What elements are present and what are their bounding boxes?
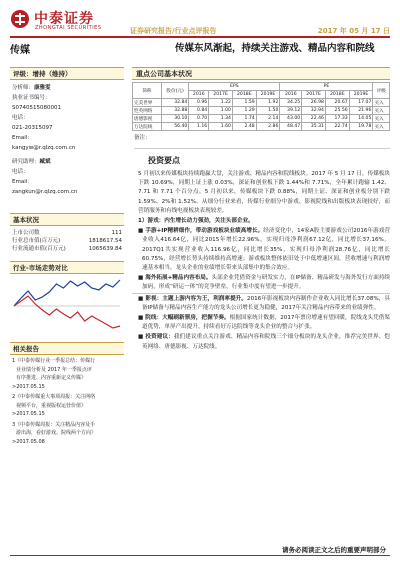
paragraph: ■ 院线：大幅刷新票房，把握节奏。根据国家统计数据，2017年票房增速有望回暖，院线龙头凭借渠道优势，单屏产出提升，持续看好万达院线等龙头企业的整合与扩张。 xyxy=(138,315,390,331)
table-cell: 2.86 xyxy=(256,123,280,131)
table-cell: 1.29 xyxy=(232,107,256,115)
table-cell: 1.00 xyxy=(209,107,233,115)
table-cell: 恺英网络 xyxy=(133,107,162,115)
assistant-name: 臧斌 xyxy=(39,159,51,165)
page-title: 传媒东风渐起，持续关注游戏、精品内容和院线 xyxy=(175,43,375,54)
table-cell: 买入 xyxy=(373,123,390,131)
table-cell: 35.31 xyxy=(302,123,326,131)
table-cell: 1.50 xyxy=(256,107,280,115)
basic-status-row: 行业流通市值(百万元) 1065639.84 xyxy=(12,246,122,252)
paragraph: ■ 投资建议：我们建议重点关注游戏、精品内容和院线三个细分板块的龙头企业，推荐完美世界、恺英网络、唐德影视、万达院线。 xyxy=(138,334,390,350)
rating-heading: 评级：增持（维持） xyxy=(10,67,124,80)
paragraph: ■ 手游+IP精耕细作，带动游戏板块业绩高增长。经济变化中，14家A股主要游戏公司2016年游戏营业收入416.64亿，同比2015年增长22.96%，实现归母净利润67.12亿，同比增长37.16%。2017Q1共实现营业收入116.96亿，同比增长35%，实现归母净利润28.76亿，同比增长60.75%，经营增长势头持续维持高增速；游戏板块整体依旧处于中低增速区间，营收增速与利润增速基本相当，龙头企业的业绩增长带来头部集中的集合效应。 xyxy=(138,228,390,272)
table-cell: 25.56 xyxy=(325,107,349,115)
assistant-card xyxy=(10,157,124,197)
table-row xyxy=(133,99,390,107)
market-trend-chart xyxy=(10,274,124,336)
table-cell: 34.25 xyxy=(280,99,302,107)
table-cell: 1.34 xyxy=(209,115,233,123)
paragraph: ■ 海外拓展+精品内容布局。头部企业凭借资金与研发实力，在IP储备、精品研发与海外发行方面持续加码，形成“研运一体”的竞争壁垒，行业集中度有望进一步提升。 xyxy=(132,274,390,293)
table-cell: 1.60 xyxy=(209,123,233,131)
col-pe: PE xyxy=(280,83,373,91)
assistant-email-label: Email： xyxy=(12,179,33,185)
basic-status-row: 行业总市值(百万元) 1818617.54 xyxy=(12,238,122,244)
table-year-row: 2016 2017E 2018E 2019E 2016 2017E 2018E 2019E xyxy=(133,91,390,99)
col-price: 股价(元) xyxy=(161,83,189,99)
series-line-2 xyxy=(14,296,120,328)
related-report-item[interactable]: 1《中泰传媒行业一季报总结：传媒行 业业绩分析及 2017 年一季报点评 有序推进、内容重新定义传媒》 >2017.05.15 xyxy=(12,358,96,390)
footer-disclaimer: 请务必阅读正文之后的重要声明部分 xyxy=(282,546,386,554)
table-cell: 2.14 xyxy=(256,115,280,123)
trend-chart-svg xyxy=(10,274,124,336)
table-row xyxy=(133,123,390,131)
table-cell: 48.47 xyxy=(280,123,302,131)
cert-number: S0740515080001 xyxy=(12,105,61,111)
phone-number: 021-20315097 xyxy=(12,125,53,131)
table-cell: 唐德影视 xyxy=(133,115,162,123)
table-cell: 1.74 xyxy=(232,115,256,123)
header-divider xyxy=(10,36,390,38)
table-row xyxy=(133,107,390,115)
table-cell: 1.59 xyxy=(232,99,256,107)
sector-label: 传媒 xyxy=(10,45,30,56)
table-cell: 30.10 xyxy=(161,115,189,123)
basic-status-heading: 基本状况 xyxy=(10,213,124,226)
col-rating: 评级 xyxy=(373,83,390,99)
report-date: 2017 年 05 月 17 日 xyxy=(317,27,390,35)
analyst-name: 康雅雯 xyxy=(34,85,51,91)
assistant-phone-label: 电话： xyxy=(12,169,29,175)
logo-english: ZHONGTAI SECURITIES xyxy=(35,25,102,31)
report-type: 证券研究报告/行业点评报告 xyxy=(130,27,217,35)
assistant-email-link[interactable]: zangkun@r.qlzq.com.cn xyxy=(12,189,78,195)
table-cell: 0.70 xyxy=(189,115,209,123)
logo-mark-icon xyxy=(10,9,30,29)
table-cell: 19.78 xyxy=(349,123,373,131)
related-heading: 相关报告 xyxy=(10,342,124,355)
basic-status-list xyxy=(10,229,124,253)
table-cell: 39.12 xyxy=(280,107,302,115)
forecast-table xyxy=(132,82,390,131)
investment-heading: 投资要点 xyxy=(148,156,180,165)
table-cell: 买入 xyxy=(373,99,390,107)
analyst-card xyxy=(10,83,124,153)
paragraph: ■ 影视：主题上游内容为王，利润率提升。2016年影视板块内容制作企业收入同比增长37.08%，具备IP储备与精品内容生产能力的龙头公司增长更为稳健，2017年关注精品内容带来的业绩弹性。 xyxy=(138,295,390,311)
table-cell: 32.84 xyxy=(161,99,189,107)
col-name: 简称 xyxy=(133,83,162,99)
cert-label: 执业证书编号： xyxy=(12,95,51,101)
market-chart-heading: 行业-市场走势对比 xyxy=(10,261,124,274)
paragraph: 1）游戏：内生增长动力强劲，关注头部企业。 xyxy=(138,218,254,225)
table-cell: 32.94 xyxy=(302,107,326,115)
related-report-item[interactable]: 3《中泰传媒周报：关注精品内容及手 游出海，看好游戏、院线两个方向》 >2017.05.08 xyxy=(12,421,97,445)
table-cell: 2.48 xyxy=(232,123,256,131)
table-cell: 买入 xyxy=(373,115,390,123)
table-cell: 17.07 xyxy=(349,99,373,107)
analyst-role: 分析师： xyxy=(12,85,35,91)
related-reports-list xyxy=(10,355,124,446)
left-sidebar xyxy=(10,67,124,446)
table-cell: 22.74 xyxy=(325,123,349,131)
table-cell: 14.05 xyxy=(349,115,373,123)
table-cell: 22.46 xyxy=(302,115,326,123)
table-cell: 56.40 xyxy=(161,123,189,131)
table-cell: 1.92 xyxy=(256,99,280,107)
forecast-heading: 重点公司基本状况 xyxy=(132,67,390,80)
table-cell: 1.16 xyxy=(189,123,209,131)
table-cell: 21.96 xyxy=(349,107,373,115)
paragraph: 5 月初以来传媒板块持续跑赢大盘，关注游戏、精品内容和院线板块。2017 年 5 月 17 日，传媒板块下跌 10.69%，同期上证上涨 0.03%，深证和创业板下跌 1.44%和 7.71%，全年累计跑输 1.42、 7.71 和 7.71 个百分点。5 月初以来，传媒板块下跌 0.88%，同期上证、深证和创业板分别下跌 1.59%、2%和 1.52%。从细分行业来看，传媒行业细分中游戏、影视院线和出版板块表现较好，而营销服务和有线电视板块表现较差。 xyxy=(138,171,390,214)
table-cell: 17.33 xyxy=(325,115,349,123)
table-cell: 1.22 xyxy=(209,99,233,107)
email-link[interactable]: kangyw@r.qlzq.com.cn xyxy=(12,145,76,151)
footer-divider xyxy=(10,555,390,556)
table-cell: 完美世界 xyxy=(133,99,162,107)
related-report-item[interactable]: 2《中泰传媒重大事项周报：关注网络 视频平台，重视版权运营价值》 >2017.05.15 xyxy=(12,394,96,417)
table-note: 备注： xyxy=(134,133,390,149)
phone-label: 电话： xyxy=(12,115,29,121)
table-cell: 0.84 xyxy=(189,107,209,115)
table-row xyxy=(133,115,390,123)
report-header xyxy=(0,0,400,56)
table-cell: 32.88 xyxy=(161,107,189,115)
logo-text: 中泰证券 xyxy=(34,11,94,27)
main-content xyxy=(132,67,390,353)
assistant-role: 研究助理： xyxy=(12,159,40,165)
basic-status-row: 上市公司数 111 xyxy=(12,230,122,236)
table-cell: 买入 xyxy=(373,107,390,115)
table-cell: 26.98 xyxy=(302,99,326,107)
table-cell: 万达院线 xyxy=(133,123,162,131)
table-cell: 0.96 xyxy=(189,99,209,107)
col-eps: EPS xyxy=(189,83,280,91)
table-cell: 20.67 xyxy=(325,99,349,107)
company-logo xyxy=(10,7,130,33)
table-cell: 43.00 xyxy=(280,115,302,123)
table-header-row xyxy=(133,83,390,91)
series-line-1 xyxy=(14,280,120,306)
email-label: Email： xyxy=(12,135,33,141)
